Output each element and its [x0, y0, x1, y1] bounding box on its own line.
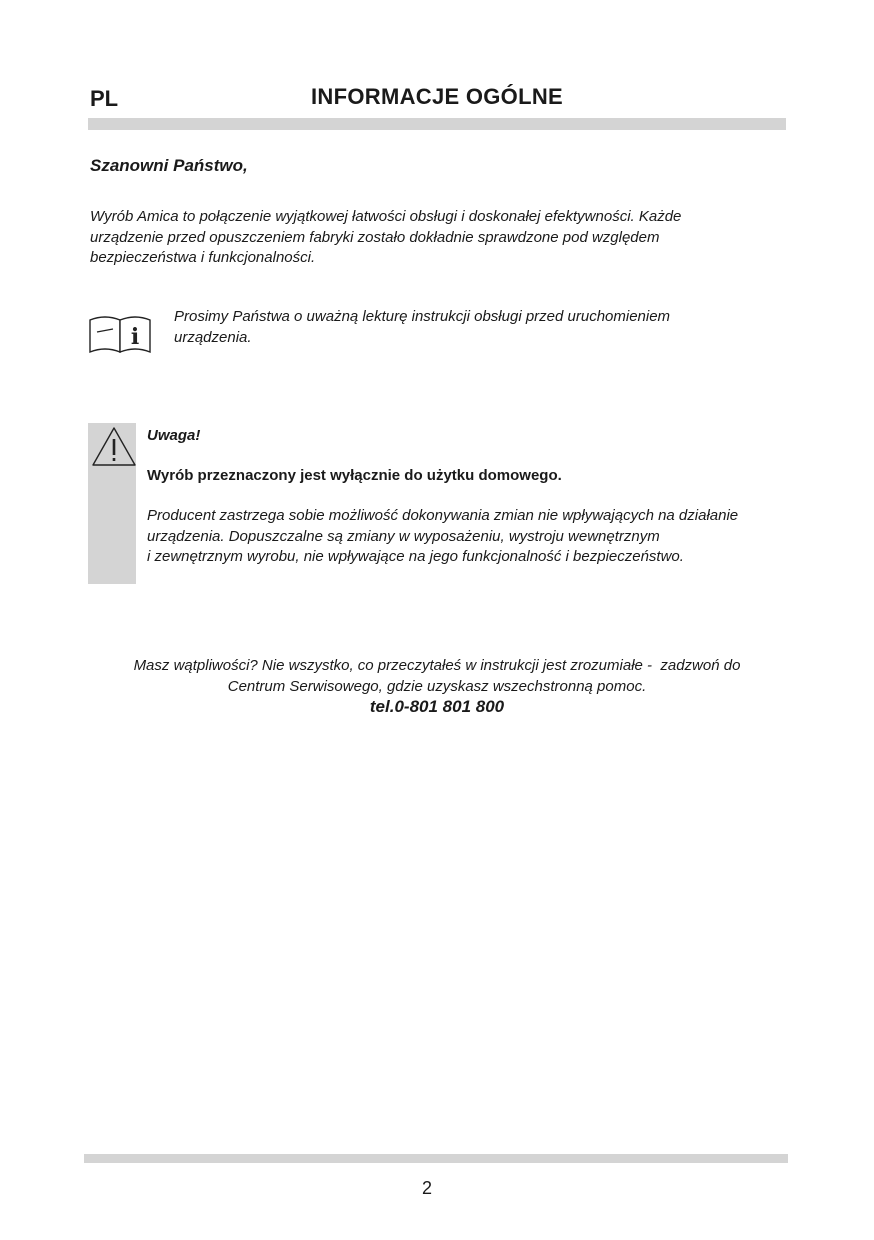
service-help-text: [90, 656, 784, 697]
intro-line: urządzenie przed opuszczeniem fabryki zostało dokładnie sprawdzone pod względem: [90, 228, 660, 246]
warning-title: Uwaga!: [147, 427, 201, 444]
notice-line: Prosimy Państwa o uważną lekturę instrukcji obsługi przed uruchomieniem: [174, 308, 671, 325]
svg-text:i: i: [130, 324, 140, 350]
greeting: Szanowni Państwo,: [90, 156, 248, 175]
warning-statement: Wyrób przeznaczony jest wyłącznie do użytku domowego.: [147, 467, 562, 484]
header-divider: [88, 118, 786, 130]
intro-line: bezpieczeństwa i funkcjonalności.: [90, 249, 316, 266]
warning-triangle-icon: [91, 425, 137, 467]
warning-line: i zewnętrznym wyrobu, nie wpływające na jego funkcjonalność i bezpieczeństwo.: [147, 548, 684, 565]
intro-paragraph: [90, 207, 780, 269]
read-instructions-notice: [174, 307, 764, 348]
help-line: Masz wątpliwości? Nie wszystko, co przeczytałeś w instrukcji jest zrozumiałe - zadzwoń do: [133, 657, 741, 674]
help-line: Centrum Serwisowego, gdzie uzyskasz wszechstronną pomoc.: [227, 677, 647, 695]
language-code: PL: [90, 86, 119, 111]
warning-line: Producent zastrzega sobie możliwość dokonywania zmian nie wpływających na działanie: [147, 507, 739, 524]
page-title: INFORMACJE OGÓLNE: [311, 84, 563, 109]
intro-line: Wyrób Amica to połączenie wyjątkowej łatwości obsługi i doskonałej efektywności. Każde: [90, 208, 682, 225]
service-phone: tel.0-801 801 800: [369, 697, 505, 716]
warning-paragraph: [147, 506, 797, 568]
book-info-icon: [88, 308, 152, 354]
warning-line: urządzenia. Dopuszczalne są zmiany w wyposażeniu, wystroju wewnętrznym: [147, 527, 660, 545]
footer-divider: [84, 1154, 788, 1163]
page-number: 2: [421, 1178, 432, 1198]
notice-line: urządzenia.: [174, 328, 252, 346]
